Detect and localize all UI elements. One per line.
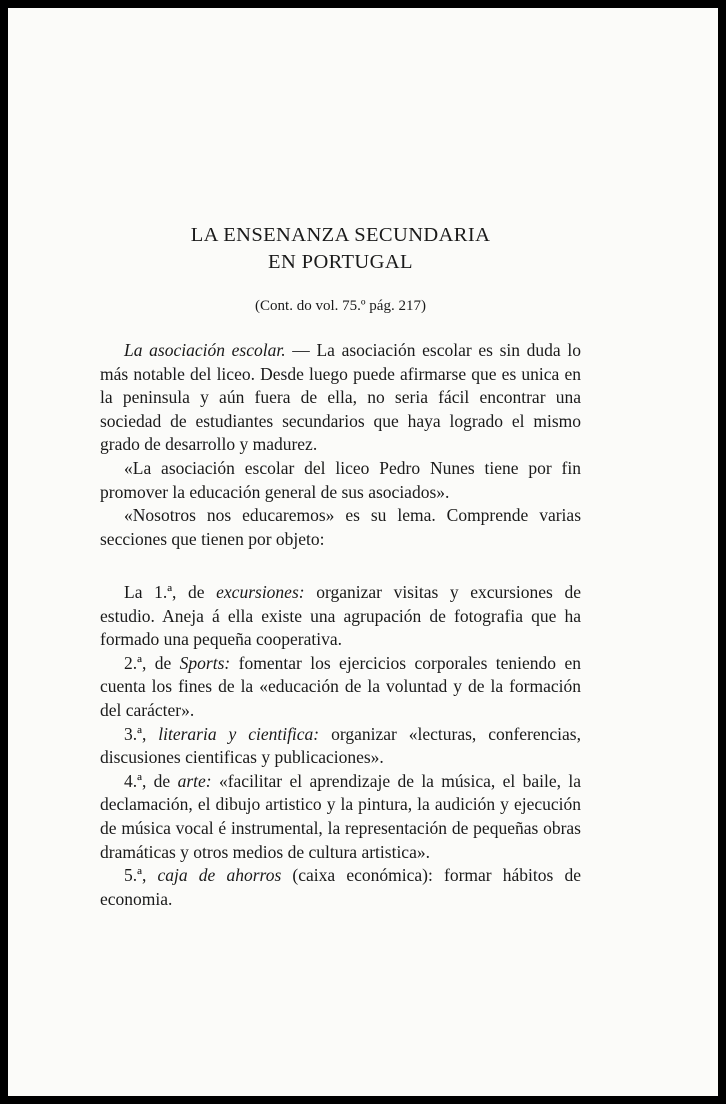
list-item: 3.ª, literaria y cientifica: organizar «lecturas, conferencias, discusiones cientificas y publicaciones». bbox=[100, 723, 581, 768]
article-title bbox=[100, 222, 581, 276]
paragraph-text: — La asociación escolar es sin duda lo más notable del liceo. Desde luego puede afirmarse que es unica en la peninsula y aún fuera de ella, no seria fácil encontrar una sociedad de estudiantes secundarios que haya logrado el mismo grado de desarrollo y madurez. bbox=[100, 340, 581, 455]
page bbox=[8, 8, 718, 1096]
list-item: La 1.ª, de excursiones: organizar visitas y excursiones de estudio. Aneja á ella existe una agrupación de fotografia que ha formado una pequeña cooperativa. bbox=[100, 582, 581, 650]
paragraph-quote: «La asociación escolar del liceo Pedro Nunes tiene por fin promover la educación general de sus asociados». bbox=[100, 457, 581, 502]
list-item: 2.ª, de Sports: fomentar los ejercicios corporales teniendo en cuenta los fines de la «educación de la voluntad y de la formación del carácter». bbox=[100, 652, 581, 720]
paragraph-lema: «Nosotros nos educaremos» es su lema. Comprende varias secciones que tienen por objeto: bbox=[100, 505, 581, 549]
sections-list bbox=[100, 581, 581, 911]
intro-section bbox=[100, 339, 581, 551]
paragraph-asociacion bbox=[100, 339, 581, 457]
list-item: 4.ª, de arte: «facilitar el aprendizaje de la música, el baile, la declamación, el dibujo artistico y la pintura, la audición y ejecución de música vocal é instrumental, la representación de pequeñas obras dramáticas y otros medios de cultura artistica». bbox=[100, 770, 581, 862]
title-line-1: LA ENSENANZA SECUNDARIA bbox=[190, 224, 491, 246]
list-item: 5.ª, caja de ahorros (caixa económica): formar hábitos de economia. bbox=[100, 865, 582, 909]
paragraph-lead: La asociación escolar. bbox=[124, 340, 286, 360]
continuation-note: (Cont. do vol. 75.º pág. 217) bbox=[255, 298, 426, 314]
title-line-2: EN PORTUGAL bbox=[268, 251, 413, 273]
